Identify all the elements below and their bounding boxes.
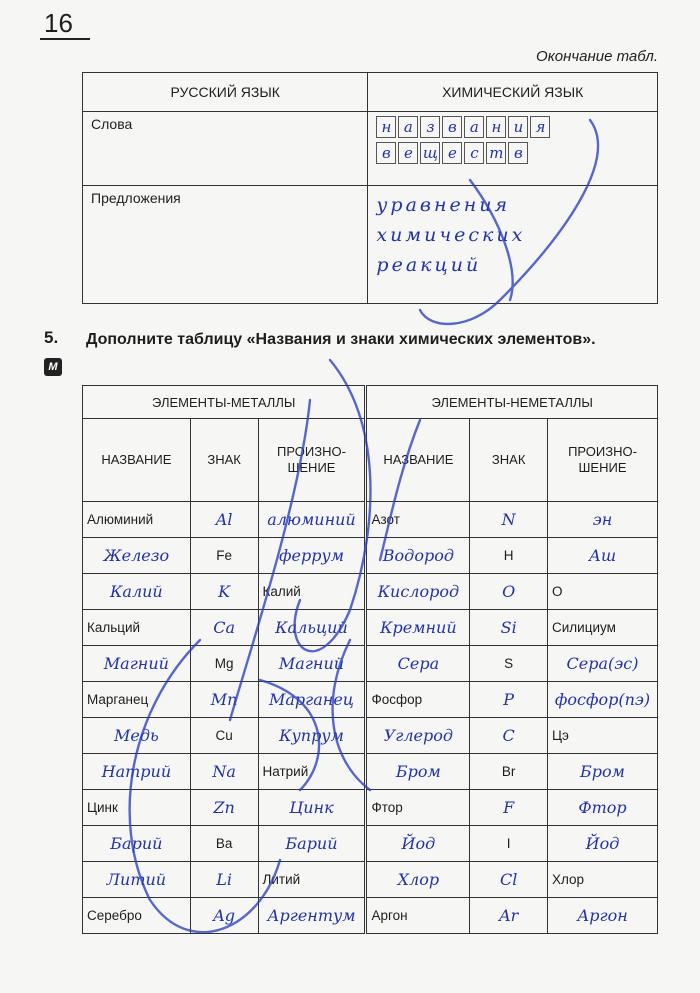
- handwritten-answer: Магний: [258, 646, 366, 682]
- handwritten-answer: Ar: [470, 898, 548, 934]
- answer-letter-box: в: [508, 142, 528, 164]
- table-row: [83, 790, 658, 826]
- handwritten-answer: Кальций: [258, 610, 366, 646]
- printed-cell: Cu: [190, 718, 258, 754]
- handwritten-answer: Йод: [366, 826, 470, 862]
- handwritten-answer: Аргон: [548, 898, 658, 934]
- handwritten-answer: Сера(эс): [548, 646, 658, 682]
- task-badge-icon: М: [44, 358, 62, 376]
- handwritten-answer: Купрум: [258, 718, 366, 754]
- handwritten-answer: алюминий: [258, 502, 366, 538]
- continuation-note: Окончание табл.: [536, 48, 658, 65]
- table-row: [83, 862, 658, 898]
- printed-cell: Цэ: [548, 718, 658, 754]
- handwritten-answer: Барий: [83, 826, 191, 862]
- table-row: [83, 610, 658, 646]
- handwritten-answer: Кремний: [366, 610, 470, 646]
- handwritten-answer: Бром: [366, 754, 470, 790]
- language-table: [82, 72, 658, 304]
- group-header-metals: ЭЛЕМЕНТЫ-МЕТАЛЛЫ: [83, 386, 366, 419]
- answer-words: [368, 112, 658, 186]
- group-header-nonmetals: ЭЛЕМЕНТЫ-НЕМЕТАЛЛЫ: [366, 386, 658, 419]
- handwritten-answer: Бром: [548, 754, 658, 790]
- answer-letter-box: т: [486, 142, 506, 164]
- handwritten-answer: O: [470, 574, 548, 610]
- handwritten-answer: Фтор: [548, 790, 658, 826]
- header-chemical: ХИМИЧЕСКИЙ ЯЗЫК: [368, 73, 658, 112]
- printed-cell: Силициум: [548, 610, 658, 646]
- printed-cell: Аргон: [366, 898, 470, 934]
- answer-letter-box: н: [376, 116, 396, 138]
- handwritten-answer: Li: [190, 862, 258, 898]
- printed-cell: Натрий: [258, 754, 366, 790]
- column-header: НАЗВАНИЕ: [83, 419, 191, 502]
- column-header: НАЗВАНИЕ: [366, 419, 470, 502]
- printed-cell: Кальций: [83, 610, 191, 646]
- handwritten-answer: N: [470, 502, 548, 538]
- handwritten-answer: Йод: [548, 826, 658, 862]
- row-label-sentences: Предложения: [83, 186, 368, 304]
- handwritten-answer: Na: [190, 754, 258, 790]
- answer-letter-box: щ: [420, 142, 440, 164]
- handwritten-answer: Сера: [366, 646, 470, 682]
- table-row: [83, 646, 658, 682]
- handwritten-answer: Ag: [190, 898, 258, 934]
- answer-line-3: реакций: [376, 254, 482, 276]
- handwritten-answer: Mn: [190, 682, 258, 718]
- table-row: [83, 682, 658, 718]
- answer-letter-box: с: [464, 142, 484, 164]
- row-label-words: Слова: [83, 112, 368, 186]
- printed-cell: Цинк: [83, 790, 191, 826]
- printed-cell: O: [548, 574, 658, 610]
- handwritten-answer: C: [470, 718, 548, 754]
- column-header: ПРОИЗНО- ШЕНИЕ: [258, 419, 366, 502]
- handwritten-answer: Кислород: [366, 574, 470, 610]
- printed-cell: Fe: [190, 538, 258, 574]
- answer-letter-box: з: [420, 116, 440, 138]
- handwritten-answer: Al: [190, 502, 258, 538]
- handwritten-answer: Ca: [190, 610, 258, 646]
- handwritten-answer: P: [470, 682, 548, 718]
- table-row: [83, 898, 658, 934]
- printed-cell: Хлор: [548, 862, 658, 898]
- answer-line-1: [376, 116, 649, 138]
- printed-cell: Br: [470, 754, 548, 790]
- printed-cell: Алюминий: [83, 502, 191, 538]
- handwritten-answer: Аргентум: [258, 898, 366, 934]
- table-row: [83, 502, 658, 538]
- handwritten-answer: фосфор(пэ): [548, 682, 658, 718]
- header-russian: РУССКИЙ ЯЗЫК: [83, 73, 368, 112]
- answer-letter-box: и: [508, 116, 528, 138]
- answer-line-1: уравнения: [376, 194, 511, 216]
- handwritten-answer: Углерод: [366, 718, 470, 754]
- handwritten-answer: Cl: [470, 862, 548, 898]
- answer-line-2: [376, 142, 649, 164]
- printed-cell: S: [470, 646, 548, 682]
- answer-letter-box: в: [376, 142, 396, 164]
- handwritten-answer: Литий: [83, 862, 191, 898]
- handwritten-answer: Водород: [366, 538, 470, 574]
- task-number: 5.: [44, 328, 59, 347]
- handwritten-answer: Барий: [258, 826, 366, 862]
- handwritten-answer: Натрий: [83, 754, 191, 790]
- handwritten-answer: K: [190, 574, 258, 610]
- handwritten-answer: Цинк: [258, 790, 366, 826]
- printed-cell: Ba: [190, 826, 258, 862]
- printed-cell: Серебро: [83, 898, 191, 934]
- printed-cell: Марганец: [83, 682, 191, 718]
- handwritten-answer: F: [470, 790, 548, 826]
- elements-table: [82, 385, 658, 934]
- answer-letter-box: н: [486, 116, 506, 138]
- handwritten-answer: эн: [548, 502, 658, 538]
- printed-cell: H: [470, 538, 548, 574]
- handwritten-answer: Медь: [83, 718, 191, 754]
- page-number: 16: [44, 8, 73, 38]
- handwritten-answer: феррум: [258, 538, 366, 574]
- column-header: ЗНАК: [190, 419, 258, 502]
- column-header: ПРОИЗНО- ШЕНИЕ: [548, 419, 658, 502]
- printed-cell: Mg: [190, 646, 258, 682]
- answer-letter-box: в: [442, 116, 462, 138]
- answer-letter-box: а: [464, 116, 484, 138]
- answer-letter-box: а: [398, 116, 418, 138]
- handwritten-answer: Марганец: [258, 682, 366, 718]
- printed-cell: I: [470, 826, 548, 862]
- answer-sentences: [368, 186, 658, 304]
- page-number-rule: [40, 38, 90, 40]
- table-row: [83, 718, 658, 754]
- handwritten-answer: Аш: [548, 538, 658, 574]
- handwritten-answer: Si: [470, 610, 548, 646]
- printed-cell: Литий: [258, 862, 366, 898]
- printed-cell: Калий: [258, 574, 366, 610]
- answer-letter-box: е: [442, 142, 462, 164]
- task-text: Дополните таблицу «Названия и знаки химических элементов».: [86, 331, 596, 348]
- printed-cell: Азот: [366, 502, 470, 538]
- handwritten-answer: Хлор: [366, 862, 470, 898]
- column-header: ЗНАК: [470, 419, 548, 502]
- handwritten-answer: Калий: [83, 574, 191, 610]
- handwritten-answer: Zn: [190, 790, 258, 826]
- table-row: [83, 754, 658, 790]
- answer-letter-box: я: [530, 116, 550, 138]
- handwritten-answer: Железо: [83, 538, 191, 574]
- answer-line-2: химических: [376, 224, 526, 246]
- answer-letter-box: е: [398, 142, 418, 164]
- table-row: [83, 826, 658, 862]
- handwritten-answer: Магний: [83, 646, 191, 682]
- table-row: [83, 574, 658, 610]
- printed-cell: Фтор: [366, 790, 470, 826]
- table-row: [83, 538, 658, 574]
- printed-cell: Фосфор: [366, 682, 470, 718]
- elements-table-body: [83, 502, 658, 934]
